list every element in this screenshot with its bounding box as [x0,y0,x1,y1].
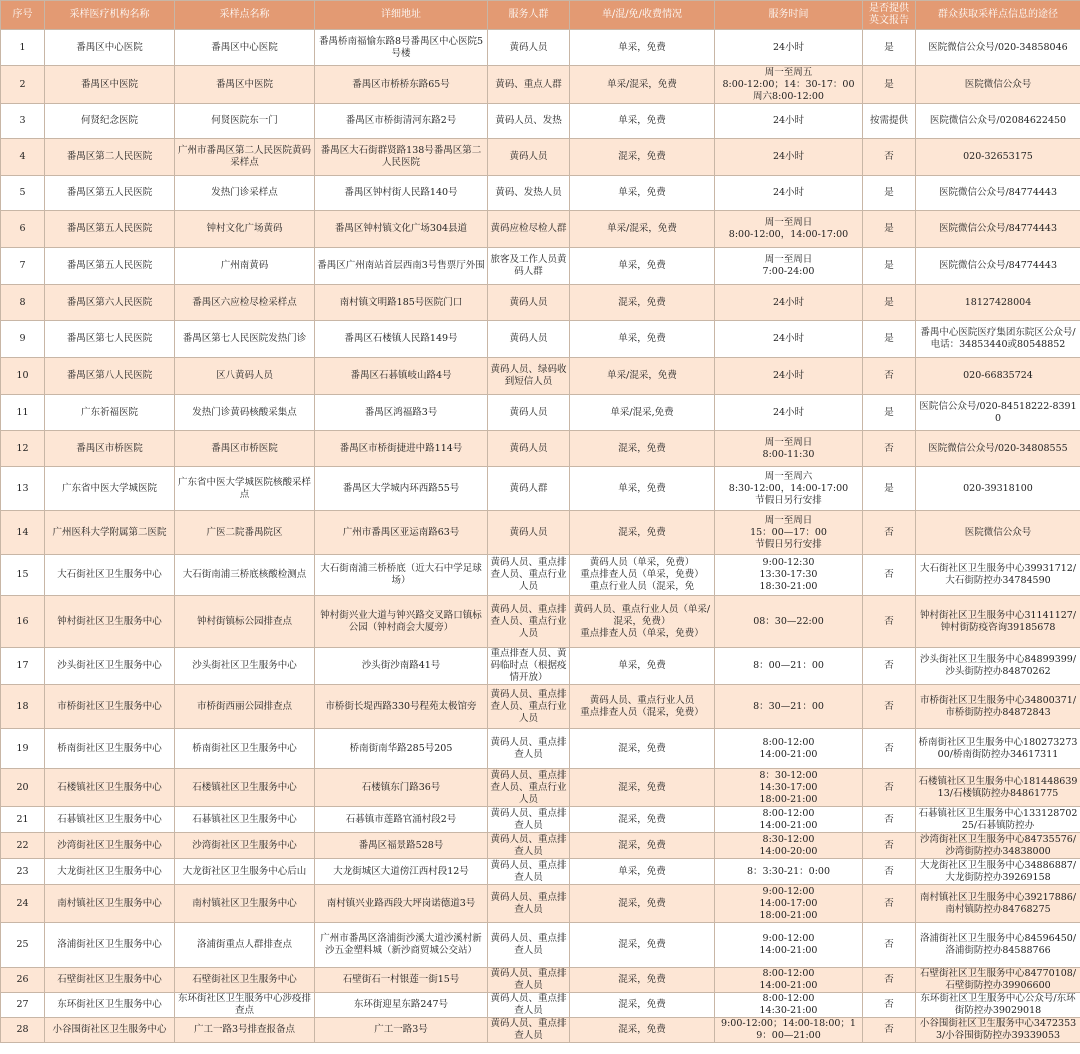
cell-crowd: 黄码人员、重点排查人员 [488,885,570,923]
cell-time: 24小时 [715,30,863,66]
cell-org: 南村镇社区卫生服务中心 [45,885,175,923]
cell-crowd: 黄码、发热人员 [488,176,570,211]
cell-time: 24小时 [715,139,863,176]
cell-no: 13 [1,467,45,511]
cell-site: 沙湾街社区卫生服务中心 [175,833,315,859]
header-site: 采样点名称 [175,1,315,30]
cell-info: 020-66835724 [916,358,1080,395]
table-header-row [1,1,1080,30]
cell-address: 番禺区福景路528号 [315,833,488,859]
cell-time: 9:00-12:00 14:00-21:00 [715,923,863,968]
cell-address: 广州市番禺区亚运南路63号 [315,511,488,555]
cell-fee: 单采/混采,免费 [570,395,715,431]
cell-info: 番禺中心医院医疗集团东院区公众号/电话：34853440或80548852 [916,321,1080,358]
cell-time: 8：30-12:00 14:30-17:00 18:00-21:00 [715,769,863,807]
cell-site: 洛浦街重点人群排查点 [175,923,315,968]
cell-fee: 黄码人员、重点行业人员（单采/混采，免费） 重点排查人员（单采，免费） [570,596,715,648]
cell-no: 1 [1,30,45,66]
cell-english: 否 [863,1018,916,1043]
cell-crowd: 旅客及工作人员黄码人群 [488,248,570,285]
cell-no: 16 [1,596,45,648]
cell-address: 南村镇兴业路西段大坪岗诺德道3号 [315,885,488,923]
cell-crowd: 黄码应检尽检人群 [488,211,570,248]
table-row [1,30,1080,66]
table-row [1,685,1080,729]
cell-site: 东环街社区卫生服务中心涉疫排查点 [175,993,315,1018]
cell-org: 广东省中医大学城医院 [45,467,175,511]
table-row [1,211,1080,248]
cell-site: 广州市番禺区第二人民医院黄码采样点 [175,139,315,176]
cell-english: 是 [863,248,916,285]
cell-time: 周一至周日 15：00—17：00 节假日另行安排 [715,511,863,555]
table-row [1,139,1080,176]
cell-site: 大石街南浦三桥底核酸检测点 [175,555,315,596]
cell-info: 大石街社区卫生服务中心39931712/大石街防控办34784590 [916,555,1080,596]
cell-fee: 单采，免费 [570,104,715,139]
cell-no: 17 [1,648,45,685]
cell-address: 番禺区钟村街人民路140号 [315,176,488,211]
cell-site: 广工一路3号排查报备点 [175,1018,315,1043]
cell-english: 否 [863,923,916,968]
cell-site: 番禺区中医院 [175,66,315,104]
cell-org: 石碁镇社区卫生服务中心 [45,807,175,833]
cell-fee: 单采，免费 [570,859,715,885]
table-row [1,395,1080,431]
header-no: 序号 [1,1,45,30]
cell-english: 否 [863,968,916,993]
cell-org: 番禺区第六人民医院 [45,285,175,321]
cell-time: 周一至周五 8:00-12:00；14：30-17：00 周六8:00-12:00 [715,66,863,104]
cell-address: 番禺桥南福愉东路8号番禺区中心医院5号楼 [315,30,488,66]
cell-address: 番禺区市桥街清河东路2号 [315,104,488,139]
cell-english: 否 [863,139,916,176]
cell-fee: 单采，免费 [570,176,715,211]
cell-org: 洛浦街社区卫生服务中心 [45,923,175,968]
cell-info: 沙头街社区卫生服务中心84899399/沙头街防控办84870262 [916,648,1080,685]
cell-no: 12 [1,431,45,467]
cell-fee: 混采，免费 [570,431,715,467]
cell-info: 医院微信公众号/020-34808555 [916,431,1080,467]
cell-english: 否 [863,431,916,467]
cell-site: 区八黄码人员 [175,358,315,395]
table-row [1,285,1080,321]
cell-site: 番禺区市桥医院 [175,431,315,467]
table-row [1,885,1080,923]
cell-no: 9 [1,321,45,358]
cell-fee: 混采，免费 [570,807,715,833]
cell-english: 否 [863,648,916,685]
cell-site: 南村镇社区卫生服务中心 [175,885,315,923]
cell-no: 6 [1,211,45,248]
cell-info: 钟村街社区卫生服务中心31141127/钟村街防疫咨询39185678 [916,596,1080,648]
cell-info: 医院信公众号/020-84518222-83910 [916,395,1080,431]
cell-english: 否 [863,511,916,555]
cell-fee: 单采/混采，免费 [570,358,715,395]
cell-org: 番禺区第二人民医院 [45,139,175,176]
cell-org: 沙头街社区卫生服务中心 [45,648,175,685]
cell-info: 桥南街社区卫生服务中心18027327300/桥南街防控办34617311 [916,729,1080,769]
cell-no: 15 [1,555,45,596]
table-row [1,555,1080,596]
cell-no: 19 [1,729,45,769]
cell-time: 9:00-12:00 14:00-17:00 18:00-21:00 [715,885,863,923]
cell-site: 大龙街社区卫生服务中心后山 [175,859,315,885]
cell-fee: 混采，免费 [570,285,715,321]
cell-no: 27 [1,993,45,1018]
cell-info: 小谷围街社区卫生服务中心34723533/小谷围街防控办39339053 [916,1018,1080,1043]
cell-site: 桥南街社区卫生服务中心 [175,729,315,769]
cell-site: 石壁街社区卫生服务中心 [175,968,315,993]
cell-info: 医院微信公众号 [916,66,1080,104]
cell-no: 22 [1,833,45,859]
cell-time: 24小时 [715,285,863,321]
cell-no: 23 [1,859,45,885]
cell-crowd: 黄码人员 [488,511,570,555]
cell-time: 周一至周六 8:30-12:00，14:00-17:00 节假日另行安排 [715,467,863,511]
cell-english: 否 [863,685,916,729]
cell-fee: 混采，免费 [570,511,715,555]
cell-no: 28 [1,1018,45,1043]
cell-site: 广医二院番禺院区 [175,511,315,555]
cell-no: 18 [1,685,45,729]
cell-time: 9:00-12:00；14:00-18:00；19：00—21:00 [715,1018,863,1043]
table-row [1,993,1080,1018]
table-row [1,176,1080,211]
cell-crowd: 黄码人员 [488,431,570,467]
cell-time: 8：3:30-21：0:00 [715,859,863,885]
cell-crowd: 黄码人员 [488,30,570,66]
cell-fee: 单采，免费 [570,30,715,66]
cell-english: 按需提供 [863,104,916,139]
cell-fee: 混采，免费 [570,968,715,993]
cell-address: 广工一路3号 [315,1018,488,1043]
cell-english: 是 [863,211,916,248]
cell-org: 大石街社区卫生服务中心 [45,555,175,596]
cell-address: 番禺区市桥桥东路65号 [315,66,488,104]
cell-crowd: 黄码人群 [488,467,570,511]
table-row [1,104,1080,139]
cell-fee: 混采，免费 [570,769,715,807]
cell-english: 否 [863,769,916,807]
cell-info: 医院微信公众号/84774443 [916,211,1080,248]
cell-fee: 单采，免费 [570,467,715,511]
cell-no: 4 [1,139,45,176]
cell-time: 24小时 [715,321,863,358]
cell-address: 石楼镇东门路36号 [315,769,488,807]
cell-time: 8:00-12:00 14:30-21:00 [715,993,863,1018]
cell-time: 24小时 [715,358,863,395]
cell-address: 番禺区石楼镇人民路149号 [315,321,488,358]
cell-info: 医院微信公众号/02084622450 [916,104,1080,139]
cell-info: 大龙街社区卫生服务中心34886887/大龙街防控办39269158 [916,859,1080,885]
cell-address: 桥南街南华路285号205 [315,729,488,769]
cell-fee: 单采/混采，免费 [570,211,715,248]
table-row [1,833,1080,859]
cell-info: 18127428004 [916,285,1080,321]
cell-org: 大龙街社区卫生服务中心 [45,859,175,885]
cell-english: 否 [863,555,916,596]
table-row [1,248,1080,285]
cell-time: 9:00-12:30 13:30-17:30 18:30-21:00 [715,555,863,596]
cell-address: 石碁镇市莲路官涌村段2号 [315,807,488,833]
cell-crowd: 黄码人员、绿码收到短信人员 [488,358,570,395]
cell-english: 是 [863,176,916,211]
cell-crowd: 黄码人员、重点排查人员 [488,859,570,885]
cell-crowd: 黄码人员、重点排查人员 [488,807,570,833]
cell-crowd: 黄码人员、重点排查人员 [488,923,570,968]
cell-info: 医院微信公众号 [916,511,1080,555]
cell-address: 番禺区大学城内环西路55号 [315,467,488,511]
cell-crowd: 黄码人员 [488,285,570,321]
table-row [1,511,1080,555]
cell-org: 石楼镇社区卫生服务中心 [45,769,175,807]
cell-time: 周一至周日 8:00-12:00，14:00-17:00 [715,211,863,248]
cell-site: 广州南黄码 [175,248,315,285]
cell-no: 20 [1,769,45,807]
cell-address: 广州市番禺区洛浦街沙溪大道沙溪村新沙五金塑料城（新沙商贸城公交站） [315,923,488,968]
cell-address: 番禺区石碁镇岐山路4号 [315,358,488,395]
cell-no: 11 [1,395,45,431]
cell-time: 24小时 [715,395,863,431]
cell-site: 番禺区第七人民医院发热门诊 [175,321,315,358]
table-row [1,648,1080,685]
cell-english: 是 [863,321,916,358]
table-row [1,596,1080,648]
cell-crowd: 黄码人员、重点排查人员、重点行业人员 [488,596,570,648]
cell-crowd: 黄码、重点人群 [488,66,570,104]
cell-org: 广州医科大学附属第二医院 [45,511,175,555]
header-time: 服务时间 [715,1,863,30]
cell-fee: 混采，免费 [570,729,715,769]
cell-site: 番禺区六应检尽检采样点 [175,285,315,321]
cell-address: 钟村街兴业大道与钟兴路交叉路口镇标公园（钟村商会大厦旁） [315,596,488,648]
cell-fee: 单采，免费 [570,248,715,285]
cell-crowd: 黄码人员、发热 [488,104,570,139]
cell-time: 8:30-12:00 14:00-20:00 [715,833,863,859]
cell-crowd: 黄码人员、重点排查人员 [488,993,570,1018]
cell-no: 24 [1,885,45,923]
cell-org: 番禺区市桥医院 [45,431,175,467]
cell-info: 石楼镇社区卫生服务中心18144863913/石楼镇防控办84861775 [916,769,1080,807]
cell-info: 石壁街社区卫生服务中心84770108/石壁街防控办39906600 [916,968,1080,993]
cell-no: 5 [1,176,45,211]
cell-org: 钟村街社区卫生服务中心 [45,596,175,648]
table-row [1,358,1080,395]
table-row [1,1018,1080,1043]
cell-fee: 混采，免费 [570,833,715,859]
table-row [1,769,1080,807]
cell-address: 番禺区大石街群贤路138号番禺区第二人民医院 [315,139,488,176]
cell-fee: 混采，免费 [570,923,715,968]
table-row [1,923,1080,968]
cell-org: 番禺区第八人民医院 [45,358,175,395]
cell-info: 石碁镇社区卫生服务中心13312870225/石碁镇防控办 [916,807,1080,833]
cell-org: 东环街社区卫生服务中心 [45,993,175,1018]
cell-site: 沙头街社区卫生服务中心 [175,648,315,685]
cell-site: 钟村街镇标公园排查点 [175,596,315,648]
cell-site: 番禺区中心医院 [175,30,315,66]
cell-crowd: 黄码人员 [488,395,570,431]
cell-address: 番禺区广州南站首层西南3号售票厅外围 [315,248,488,285]
header-crowd: 服务人群 [488,1,570,30]
header-address: 详细地址 [315,1,488,30]
cell-info: 市桥街社区卫生服务中心34800371/市桥街防控办84872843 [916,685,1080,729]
cell-site: 发热门诊采样点 [175,176,315,211]
cell-address: 番禺区钟村镇文化广场304县道 [315,211,488,248]
cell-crowd: 重点排查人员、黄码临时点（根据疫情开放） [488,648,570,685]
cell-crowd: 黄码人员、重点排查人员、重点行业人员 [488,769,570,807]
cell-no: 3 [1,104,45,139]
cell-english: 否 [863,358,916,395]
cell-english: 是 [863,30,916,66]
table-row [1,968,1080,993]
table-row [1,729,1080,769]
header-fee: 单/混/免/收费情况 [570,1,715,30]
cell-crowd: 黄码人员、重点排查人员、重点行业人员 [488,555,570,596]
cell-org: 番禺区第五人民医院 [45,248,175,285]
cell-crowd: 黄码人员、重点排查人员 [488,1018,570,1043]
cell-fee: 混采，免费 [570,139,715,176]
cell-crowd: 黄码人员、重点排查人员 [488,729,570,769]
cell-english: 是 [863,467,916,511]
cell-site: 广东省中医大学城医院核酸采样点 [175,467,315,511]
cell-time: 24小时 [715,176,863,211]
cell-fee: 混采，免费 [570,993,715,1018]
cell-crowd: 黄码人员、重点排查人员 [488,968,570,993]
cell-info: 医院微信公众号/84774443 [916,248,1080,285]
cell-fee: 单采/混采，免费 [570,66,715,104]
cell-english: 否 [863,596,916,648]
cell-address: 东环街迎星东路247号 [315,993,488,1018]
header-org: 采样医疗机构名称 [45,1,175,30]
cell-info: 沙湾街社区卫生服务中心84735576/沙湾街防控办34838000 [916,833,1080,859]
cell-no: 21 [1,807,45,833]
cell-org: 小谷围街社区卫生服务中心 [45,1018,175,1043]
cell-no: 10 [1,358,45,395]
cell-org: 市桥街社区卫生服务中心 [45,685,175,729]
cell-org: 沙湾街社区卫生服务中心 [45,833,175,859]
cell-info: 医院微信公众号/84774443 [916,176,1080,211]
table-body [1,30,1080,1043]
cell-time: 8:00-12:00 14:00-21:00 [715,807,863,833]
cell-english: 否 [863,993,916,1018]
cell-site: 石碁镇社区卫生服务中心 [175,807,315,833]
cell-info: 020-39318100 [916,467,1080,511]
cell-site: 发热门诊黄码核酸采集点 [175,395,315,431]
cell-org: 番禺区第五人民医院 [45,211,175,248]
table-row [1,467,1080,511]
cell-fee: 黄码人员（单采，免费） 重点排查人员（单采，免费） 重点行业人员（混采，免 [570,555,715,596]
cell-address: 市桥街长堤西路330号程苑太极馆旁 [315,685,488,729]
cell-org: 番禺区中心医院 [45,30,175,66]
cell-no: 25 [1,923,45,968]
table-row [1,431,1080,467]
cell-address: 沙头街沙南路41号 [315,648,488,685]
cell-english: 是 [863,66,916,104]
cell-org: 广东祈福医院 [45,395,175,431]
cell-org: 桥南街社区卫生服务中心 [45,729,175,769]
cell-time: 08：30—22:00 [715,596,863,648]
cell-english: 否 [863,885,916,923]
cell-info: 医院微信公众号/020-34858046 [916,30,1080,66]
cell-time: 24小时 [715,104,863,139]
cell-time: 8：00—21：00 [715,648,863,685]
cell-site: 石楼镇社区卫生服务中心 [175,769,315,807]
cell-org: 石壁街社区卫生服务中心 [45,968,175,993]
table-row [1,66,1080,104]
cell-fee: 单采，免费 [570,321,715,358]
cell-address: 大龙街城区大道傍江西村段12号 [315,859,488,885]
table-row [1,321,1080,358]
cell-fee: 混采，免费 [570,1018,715,1043]
cell-time: 8:00-12:00 14:00-21:00 [715,729,863,769]
cell-time: 8：30—21：00 [715,685,863,729]
cell-org: 番禺区第七人民医院 [45,321,175,358]
header-english: 是否提供英文报告 [863,1,916,30]
cell-info: 东环街社区卫生服务中心公众号/东环街防控办39029018 [916,993,1080,1018]
cell-site: 何贤医院东一门 [175,104,315,139]
cell-english: 否 [863,833,916,859]
cell-address: 石壁街石一村银莲一街15号 [315,968,488,993]
cell-fee: 黄码人员、重点行业人员 重点排查人员（混采，免费） [570,685,715,729]
cell-no: 7 [1,248,45,285]
cell-info: 洛浦街社区卫生服务中心84596450/洛浦街防控办84588766 [916,923,1080,968]
cell-no: 8 [1,285,45,321]
cell-no: 2 [1,66,45,104]
cell-time: 周一至周日 7:00-24:00 [715,248,863,285]
cell-site: 钟村文化广场黄码 [175,211,315,248]
cell-org: 何贤纪念医院 [45,104,175,139]
cell-fee: 单采，免费 [570,648,715,685]
cell-org: 番禺区第五人民医院 [45,176,175,211]
table-row [1,859,1080,885]
cell-english: 否 [863,729,916,769]
cell-no: 14 [1,511,45,555]
cell-address: 南村镇文明路185号医院门口 [315,285,488,321]
cell-crowd: 黄码人员、重点排查人员、重点行业人员 [488,685,570,729]
cell-english: 是 [863,395,916,431]
cell-crowd: 黄码人员 [488,139,570,176]
cell-info: 020-32653175 [916,139,1080,176]
table-row [1,807,1080,833]
cell-address: 番禺区鸿福路3号 [315,395,488,431]
cell-crowd: 黄码人员 [488,321,570,358]
cell-org: 番禺区中医院 [45,66,175,104]
cell-info: 南村镇社区卫生服务中心39217886/南村镇防控办84768275 [916,885,1080,923]
cell-fee: 混采，免费 [570,885,715,923]
cell-site: 市桥街西丽公园排查点 [175,685,315,729]
cell-address: 大石街南浦三桥桥底（近大石中学足球场） [315,555,488,596]
cell-time: 周一至周日 8:00-11:30 [715,431,863,467]
cell-address: 番禺区市桥街捷进中路114号 [315,431,488,467]
cell-english: 否 [863,807,916,833]
cell-no: 26 [1,968,45,993]
header-info: 群众获取采样点信息的途径 [916,1,1080,30]
cell-english: 否 [863,859,916,885]
cell-crowd: 黄码人员、重点排查人员 [488,833,570,859]
cell-english: 是 [863,285,916,321]
cell-time: 8:00-12:00 14:00-21:00 [715,968,863,993]
